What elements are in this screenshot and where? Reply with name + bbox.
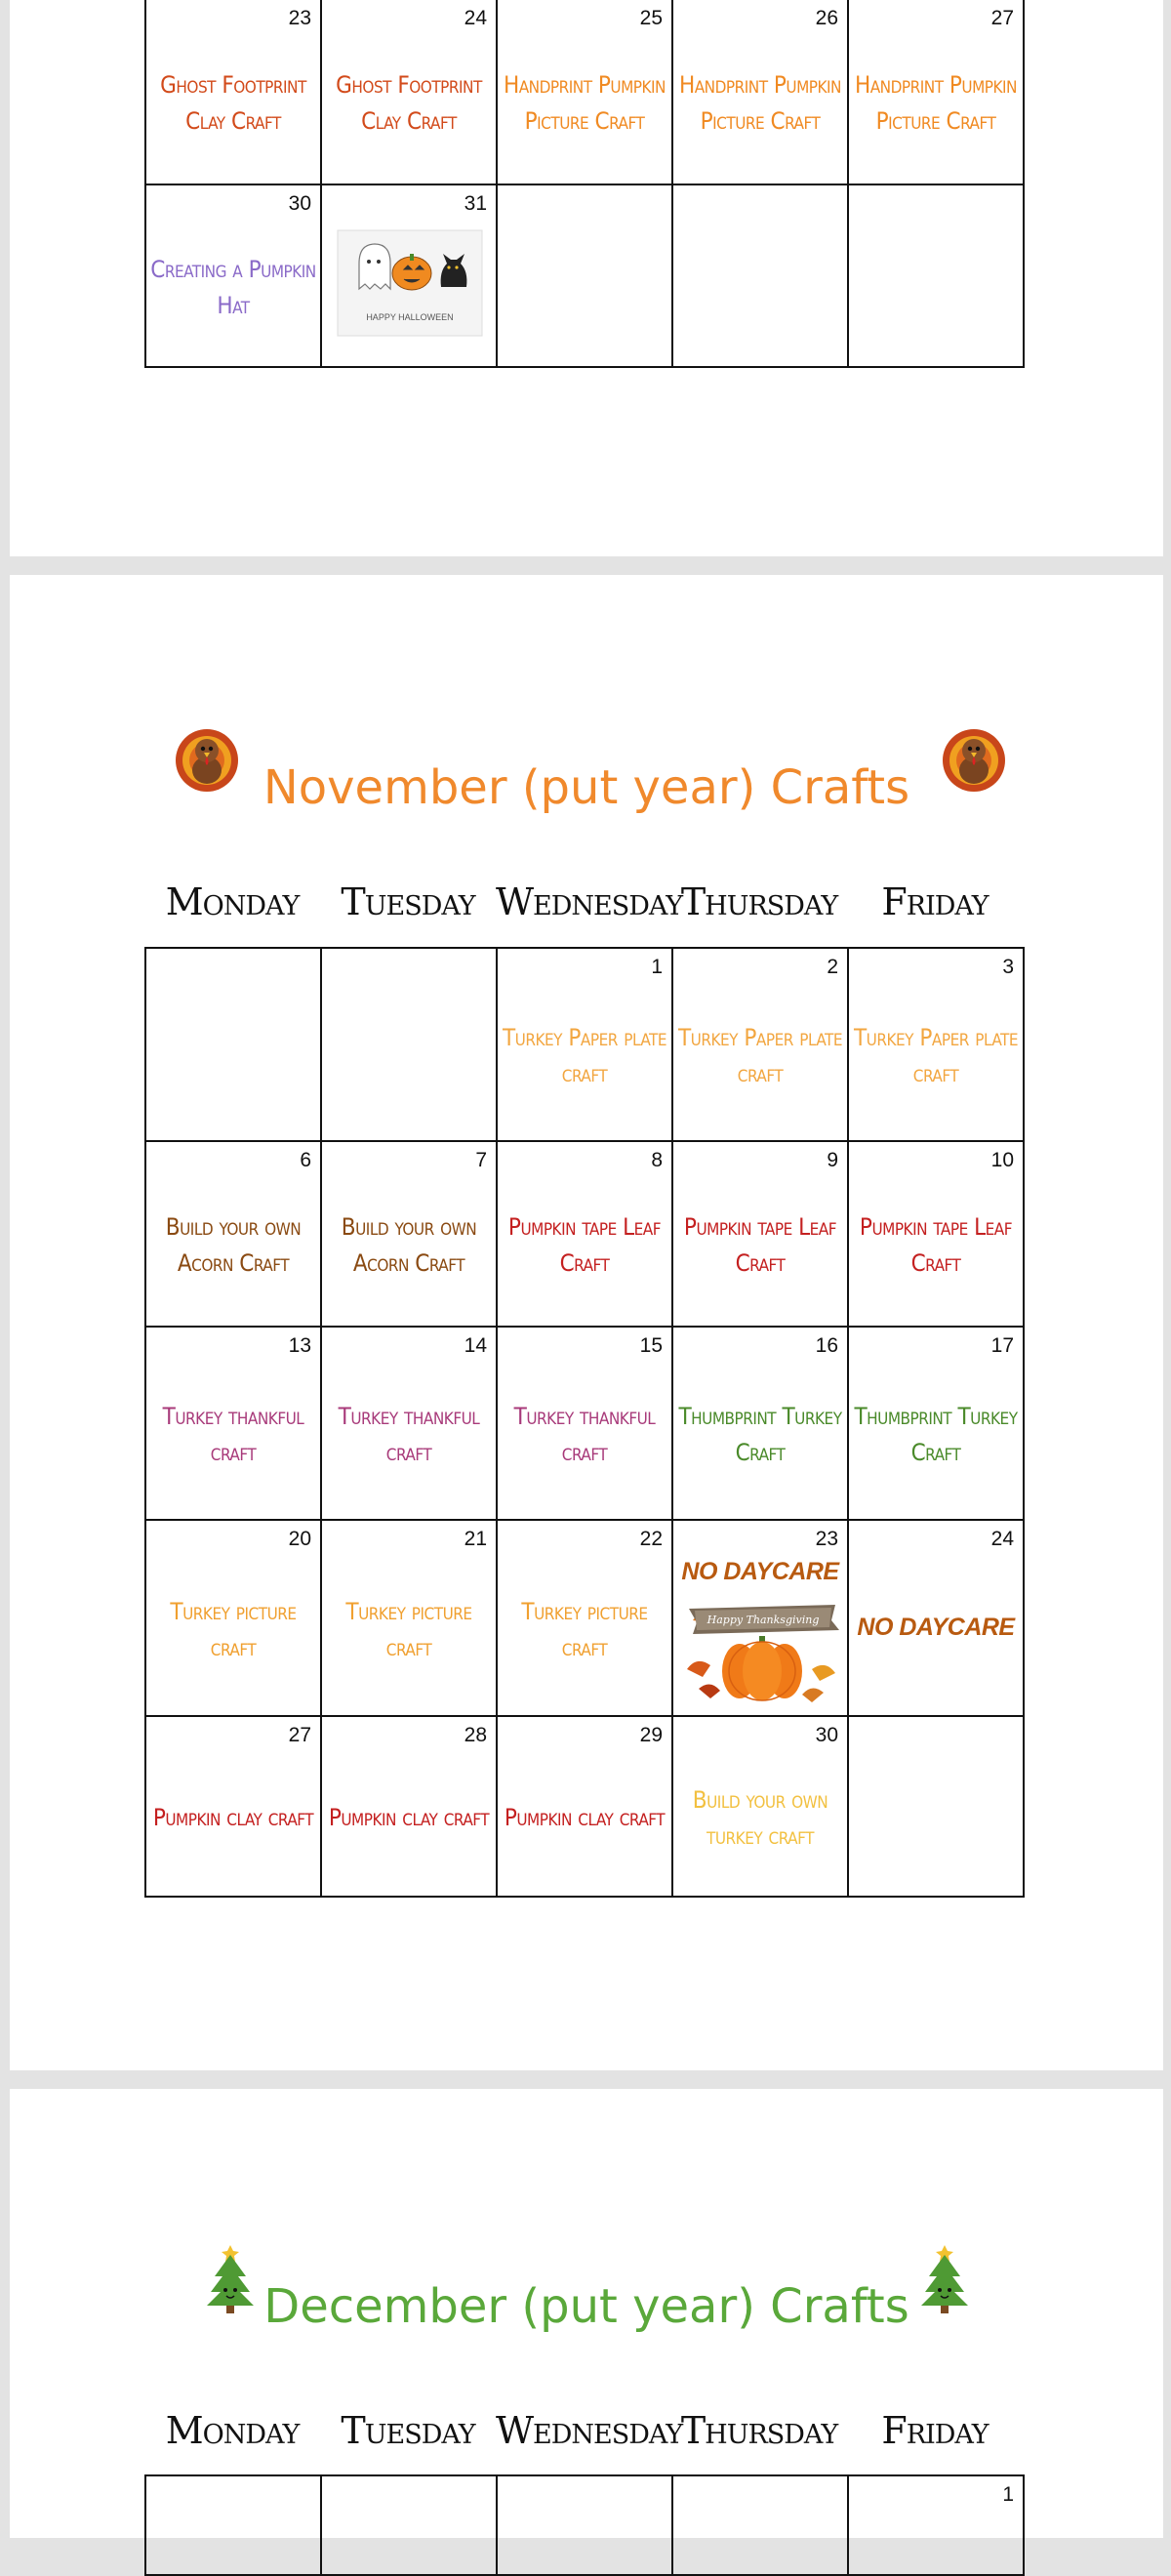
thanksgiving-pumpkin-image (679, 1591, 845, 1708)
day-number: 21 (464, 1528, 487, 1550)
calendar-day-cell (497, 1141, 672, 1327)
craft-activity: Pumpkin clay craft (328, 1804, 490, 1831)
no-daycare-label: NO DAYCARE (681, 1558, 839, 1585)
calendar-week-row (145, 1716, 1024, 1897)
day-number: 26 (815, 7, 838, 29)
craft-activity: Thumbprint Turkey Craft (854, 1403, 1018, 1466)
day-number: 6 (300, 1149, 311, 1171)
calendar-day-cell (848, 1716, 1024, 1897)
weekday-label: Thursday (680, 880, 838, 923)
december-calendar-grid (144, 2474, 1025, 2576)
day-number: 27 (990, 7, 1014, 29)
calendar-day-cell (145, 1141, 321, 1327)
day-number: 13 (288, 1334, 311, 1357)
craft-activity: Pumpkin clay craft (504, 1804, 666, 1831)
day-number: 1 (1002, 2483, 1014, 2506)
day-number: 17 (990, 1334, 1014, 1357)
calendar-day-cell (145, 1716, 321, 1897)
craft-activity: Turkey Paper plate craft (853, 1024, 1018, 1087)
weekday-label: Monday (165, 880, 300, 923)
calendar-day-cell (145, 1327, 321, 1520)
no-daycare-label: NO DAYCARE (857, 1614, 1015, 1641)
calendar-day-cell (848, 0, 1024, 184)
calendar-day-cell (497, 184, 672, 367)
calendar-day-cell (321, 1520, 497, 1716)
calendar-week-row (145, 1327, 1024, 1520)
december-title: December (put year) Crafts (263, 2279, 909, 2334)
day-number: 28 (464, 1724, 487, 1746)
craft-activity: Turkey thankful craft (162, 1403, 304, 1466)
craft-activity: Turkey Paper plate craft (502, 1024, 666, 1087)
craft-activity: Build your own Acorn Craft (341, 1213, 477, 1277)
calendar-day-cell (848, 2475, 1024, 2575)
banner-text: Happy Thanksgiving (707, 1614, 820, 1626)
calendar-day-cell (497, 1520, 672, 1716)
day-number: 29 (639, 1724, 663, 1746)
craft-activity: Thumbprint Turkey Craft (678, 1403, 842, 1466)
day-number: 31 (464, 192, 487, 215)
day-number: 24 (990, 1528, 1014, 1550)
craft-activity: Ghost Footprint Clay Craft (160, 71, 306, 135)
day-number: 20 (288, 1528, 311, 1550)
october-calendar-grid (144, 0, 1025, 368)
calendar-day-cell (848, 1141, 1024, 1327)
calendar-day-cell (145, 1520, 321, 1716)
craft-activity: Ghost Footprint Clay Craft (336, 71, 482, 135)
december-page (10, 2089, 1163, 2538)
day-number: 1 (651, 956, 663, 978)
craft-activity: Pumpkin tape Leaf Craft (683, 1213, 837, 1277)
weekday-label: Tuesday (341, 2409, 475, 2452)
day-number: 27 (288, 1724, 311, 1746)
day-number: 10 (990, 1149, 1014, 1171)
weekday-label: Friday (881, 880, 989, 923)
november-weekday-header (144, 880, 1023, 923)
craft-activity: Pumpkin clay craft (152, 1804, 314, 1831)
calendar-day-cell (672, 2475, 848, 2575)
calendar-day-cell (145, 2475, 321, 2575)
craft-activity: Build your own turkey craft (692, 1785, 828, 1850)
craft-activity: Turkey Paper plate craft (677, 1024, 842, 1087)
calendar-day-cell (145, 0, 321, 184)
november-title: November (put year) Crafts (262, 760, 910, 815)
day-number: 9 (827, 1149, 838, 1171)
weekday-label: Friday (881, 2409, 989, 2452)
calendar-day-cell (848, 1520, 1024, 1716)
calendar-day-cell (321, 0, 497, 184)
craft-activity: Handprint Pumpkin Picture Craft (678, 71, 842, 135)
november-calendar-grid (144, 947, 1025, 1898)
craft-activity: Turkey thankful craft (338, 1403, 480, 1466)
day-number: 15 (639, 1334, 663, 1357)
calendar-day-cell (672, 1141, 848, 1327)
craft-activity: Handprint Pumpkin Picture Craft (854, 71, 1018, 135)
calendar-day-cell (497, 1716, 672, 1897)
day-number: 24 (464, 7, 487, 29)
day-number: 30 (288, 192, 311, 215)
craft-activity: Turkey picture craft (170, 1597, 297, 1661)
calendar-week-row (145, 1141, 1024, 1327)
calendar-day-cell (672, 948, 848, 1141)
calendar-day-cell (497, 0, 672, 184)
day-number: 2 (827, 956, 838, 978)
craft-activity: Pumpkin tape Leaf Craft (859, 1213, 1013, 1277)
calendar-day-cell (672, 1716, 848, 1897)
calendar-week-row (145, 948, 1024, 1141)
calendar-day-cell (672, 0, 848, 184)
calendar-day-cell (848, 184, 1024, 367)
weekday-label: Tuesday (341, 880, 475, 923)
day-number: 7 (475, 1149, 487, 1171)
calendar-day-cell (497, 2475, 672, 2575)
day-number: 30 (815, 1724, 838, 1746)
day-number: 22 (639, 1528, 663, 1550)
christmas-tree-icon (917, 2241, 972, 2315)
craft-activity: Pumpkin tape Leaf Craft (507, 1213, 662, 1277)
calendar-week-row (145, 2475, 1024, 2575)
day-number: 25 (639, 7, 663, 29)
december-weekday-header (144, 2409, 1023, 2452)
calendar-day-cell (848, 948, 1024, 1141)
weekday-label: Thursday (680, 2409, 838, 2452)
weekday-label: Wednesday (496, 2409, 683, 2452)
calendar-day-cell (321, 184, 497, 367)
calendar-day-cell (672, 1520, 848, 1716)
weekday-label: Monday (165, 2409, 300, 2452)
calendar-day-cell (321, 1327, 497, 1520)
craft-activity: Turkey picture craft (521, 1597, 648, 1661)
weekday-label: Wednesday (496, 880, 683, 923)
calendar-week-row (145, 1520, 1024, 1716)
calendar-day-cell (145, 184, 321, 367)
calendar-day-cell (497, 1327, 672, 1520)
craft-activity: Build your own Acorn Craft (165, 1213, 302, 1277)
calendar-week-row (145, 0, 1024, 184)
calendar-day-cell (321, 1716, 497, 1897)
calendar-day-cell (848, 1327, 1024, 1520)
turkey-icon (931, 721, 1017, 797)
day-number: 23 (288, 7, 311, 29)
craft-activity: Turkey picture craft (345, 1597, 472, 1661)
calendar-day-cell (321, 948, 497, 1141)
calendar-day-cell (145, 948, 321, 1141)
card-caption: HAPPY HALLOWEEN (366, 312, 454, 322)
craft-activity: Creating a Pumpkin Hat (150, 255, 316, 319)
craft-activity: Handprint Pumpkin Picture Craft (503, 71, 666, 135)
calendar-day-cell (672, 184, 848, 367)
calendar-week-row (145, 184, 1024, 367)
day-number: 3 (1002, 956, 1014, 978)
craft-activity: Turkey thankful craft (513, 1403, 656, 1466)
calendar-day-cell (672, 1327, 848, 1520)
calendar-day-cell (321, 2475, 497, 2575)
november-page (10, 575, 1163, 2070)
day-number: 14 (464, 1334, 487, 1357)
october-page (10, 0, 1163, 556)
day-number: 23 (815, 1528, 838, 1550)
day-number: 16 (815, 1334, 838, 1357)
halloween-card-image (332, 223, 488, 344)
calendar-day-cell (321, 1141, 497, 1327)
calendar-day-cell (497, 948, 672, 1141)
day-number: 8 (651, 1149, 663, 1171)
